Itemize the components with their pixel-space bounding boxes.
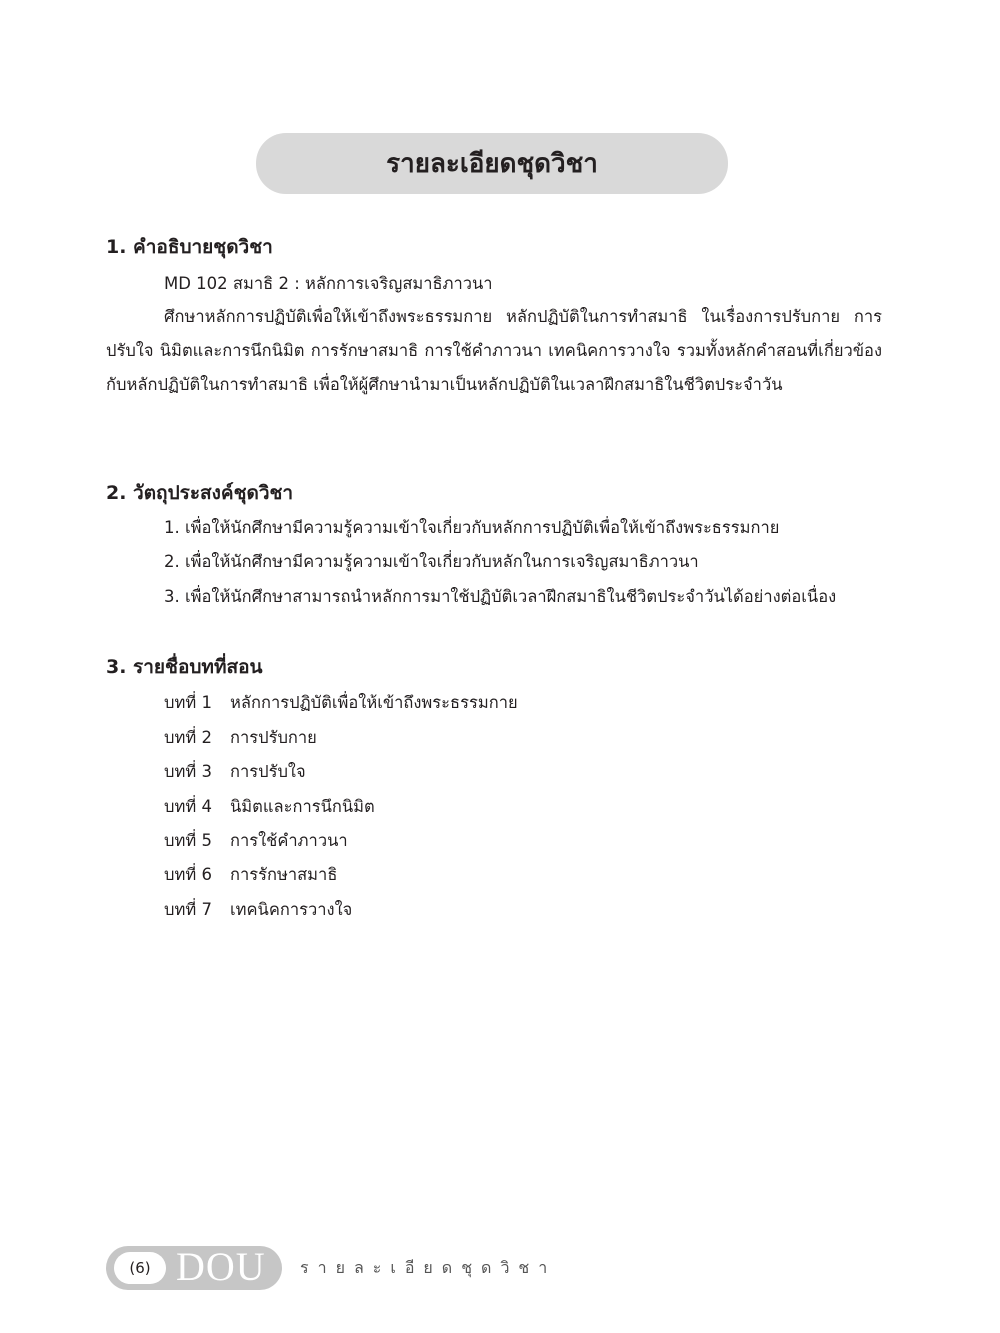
footer-caption: รายละเอียดชุดวิชา — [300, 1258, 557, 1277]
lesson-item — [164, 690, 518, 716]
section-1-heading: 1. คำอธิบายชุดวิชา — [106, 236, 273, 258]
lesson-item — [164, 828, 348, 854]
lesson-title: การปรับกาย — [230, 728, 317, 747]
lesson-title: เทคนิคการวางใจ — [230, 900, 353, 919]
page-title: รายละเอียดชุดวิชา — [386, 149, 598, 179]
objective-item: 1. เพื่อให้นักศึกษามีความรู้ความเข้าใจเกี่ยวกับหลักการปฏิบัติเพื่อให้เข้าถึงพระธรรมกาย — [164, 518, 780, 537]
lesson-item — [164, 897, 352, 923]
lesson-number: บทที่ 1 — [164, 693, 212, 712]
lesson-number: บทที่ 7 — [164, 900, 212, 919]
lesson-title: การรักษาสมาธิ — [230, 865, 338, 884]
lesson-item — [164, 759, 306, 785]
section-3-heading: 3. รายชื่อบทที่สอน — [106, 656, 263, 678]
page-title-box — [256, 133, 728, 194]
lesson-number: บทที่ 5 — [164, 831, 212, 850]
section-2-heading: 2. วัตถุประสงค์ชุดวิชา — [106, 482, 294, 504]
lesson-number: บทที่ 2 — [164, 728, 212, 747]
lesson-title: นิมิตและการนึกนิมิต — [230, 797, 375, 816]
lesson-number: บทที่ 3 — [164, 762, 212, 781]
lesson-number: บทที่ 4 — [164, 797, 212, 816]
dou-logo: DOU — [176, 1244, 266, 1289]
objective-item: 3. เพื่อให้นักศึกษาสามารถนำหลักการมาใช้ปฏิบัติเวลาฝึกสมาธิในชีวิตประจำวันได้อย่างต่อเนื่อง — [164, 587, 837, 606]
lesson-title: การใช้คำภาวนา — [230, 831, 348, 850]
lesson-number: บทที่ 6 — [164, 865, 212, 884]
objective-item: 2. เพื่อให้นักศึกษามีความรู้ความเข้าใจเกี่ยวกับหลักในการเจริญสมาธิภาวนา — [164, 552, 699, 571]
course-description: ศึกษาหลักการปฏิบัติเพื่อให้เข้าถึงพระธรรมกาย หลักปฏิบัติในการทำสมาธิ ในเรื่องการปรับกาย การปรับใจ นิมิตและการนึกนิมิต การรักษาสมาธิ การใช้คำภาวนา เทคนิคการวางใจ รวมทั้งหลักคำสอนที่เกี่ยวข้องกับหลักปฏิบัติในการทำสมาธิ เพื่อให้ผู้ศึกษานำมาเป็นหลักปฏิบัติในเวลาฝึกสมาธิในชีวิตประจำวัน — [106, 307, 882, 394]
page-number: (6) — [114, 1252, 166, 1284]
lesson-title: หลักการปฏิบัติเพื่อให้เข้าถึงพระธรรมกาย — [230, 693, 518, 712]
course-code-line: MD 102 สมาธิ 2 : หลักการเจริญสมาธิภาวนา — [164, 274, 493, 293]
lesson-item — [164, 725, 317, 751]
lesson-title: การปรับใจ — [230, 762, 306, 781]
lesson-item — [164, 794, 375, 820]
lesson-item — [164, 862, 337, 888]
